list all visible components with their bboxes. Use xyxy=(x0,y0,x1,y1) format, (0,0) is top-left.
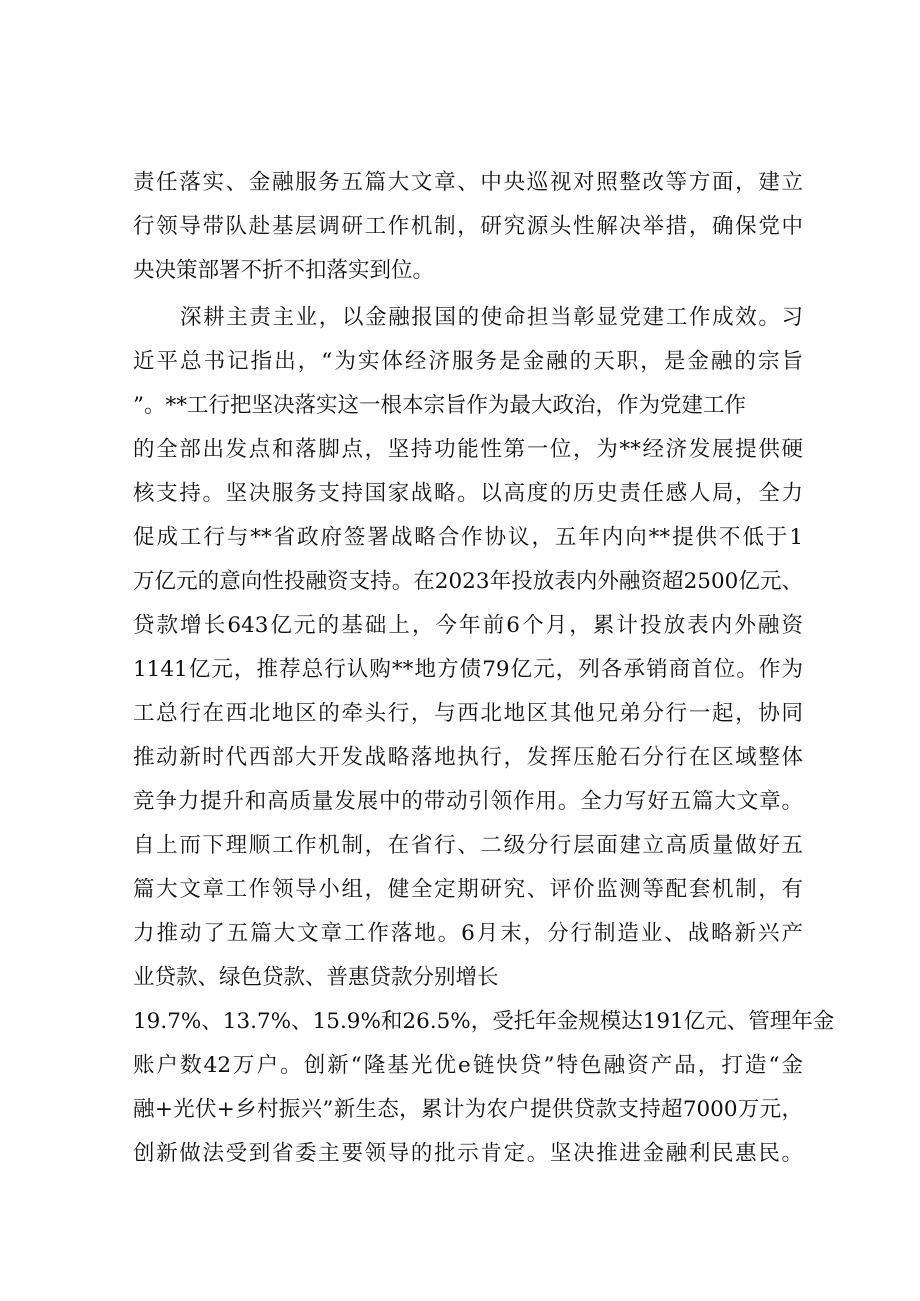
paragraph-1-line-2: 行领导带队赴基层调研工作机制，研究源头性解决举措，确保党中 xyxy=(133,214,803,239)
paragraph-2-line-3: ”。**工行把坚决落实这一根本宗旨作为最大政治，作为党建工作 xyxy=(133,393,746,418)
paragraph-2-line-13: 自上而下理顺工作机制，在省行、二级分行层面建立高质量做好五 xyxy=(133,833,803,858)
paragraph-2-line-7: 万亿元的意向性投融资支持。在2023年投放表内外融资超2500亿元、 xyxy=(133,569,803,594)
paragraph-2-line-19: 融+光伏+乡村振兴”新生态，累计为农户提供贷款支持超7000万元， xyxy=(133,1097,803,1122)
paragraph-1-line-3: 央决策部署不折不扣落实到位。 xyxy=(133,258,435,283)
paragraph-2-line-16: 业贷款、绿色贷款、普惠贷款分别增长 xyxy=(133,965,499,990)
paragraph-2-line-11: 推动新时代西部大开发战略落地执行，发挥压舱石分行在区域整体 xyxy=(133,745,803,770)
paragraph-2-line-8: 贷款增长643亿元的基础上，今年前6个月，累计投放表内外融资 xyxy=(133,613,803,638)
paragraph-2-line-1: 深耕主责主业，以金融报国的使命担当彰显党建工作成效。习 xyxy=(180,305,803,330)
paragraph-2-line-20: 创新做法受到省委主要领导的批示肯定。坚决推进金融利民惠民。 xyxy=(133,1141,803,1166)
paragraph-2-line-2: 近平总书记指出，“为实体经济服务是金融的天职，是金融的宗旨 xyxy=(133,349,803,374)
paragraph-2-line-10: 工总行在西北地区的牵头行，与西北地区其他兄弟分行一起，协同 xyxy=(133,701,803,726)
paragraph-2-line-12: 竞争力提升和高质量发展中的带动引领作用。全力写好五篇大文章。 xyxy=(133,789,803,814)
paragraph-2-line-9: 1141亿元，推荐总行认购**地方债79亿元，列各承销商首位。作为 xyxy=(133,657,803,682)
paragraph-2-line-17: 19.7%、13.7%、15.9%和26.5%，受托年金规模达191亿元、管理年金 xyxy=(133,1009,835,1034)
paragraph-2-line-18: 账户数42万户。创新“隆基光优e链快贷”特色融资产品，打造“金 xyxy=(133,1053,803,1078)
paragraph-2-line-5: 核支持。坚决服务支持国家战略。以高度的历史责任感人局，全力 xyxy=(133,481,803,506)
paragraph-2-line-6: 促成工行与**省政府签署战略合作协议，五年内向**提供不低于1 xyxy=(133,525,803,550)
paragraph-2-line-14: 篇大文章工作领导小组，健全定期研究、评价监测等配套机制，有 xyxy=(133,877,803,902)
paragraph-2-line-15: 力推动了五篇大文章工作落地。6月末，分行制造业、战略新兴产 xyxy=(133,921,803,946)
paragraph-1-line-1: 责任落实、金融服务五篇大文章、中央巡视对照整改等方面，建立 xyxy=(133,170,803,195)
paragraph-2-line-4: 的全部出发点和落脚点，坚持功能性第一位，为**经济发展提供硬 xyxy=(133,437,803,462)
